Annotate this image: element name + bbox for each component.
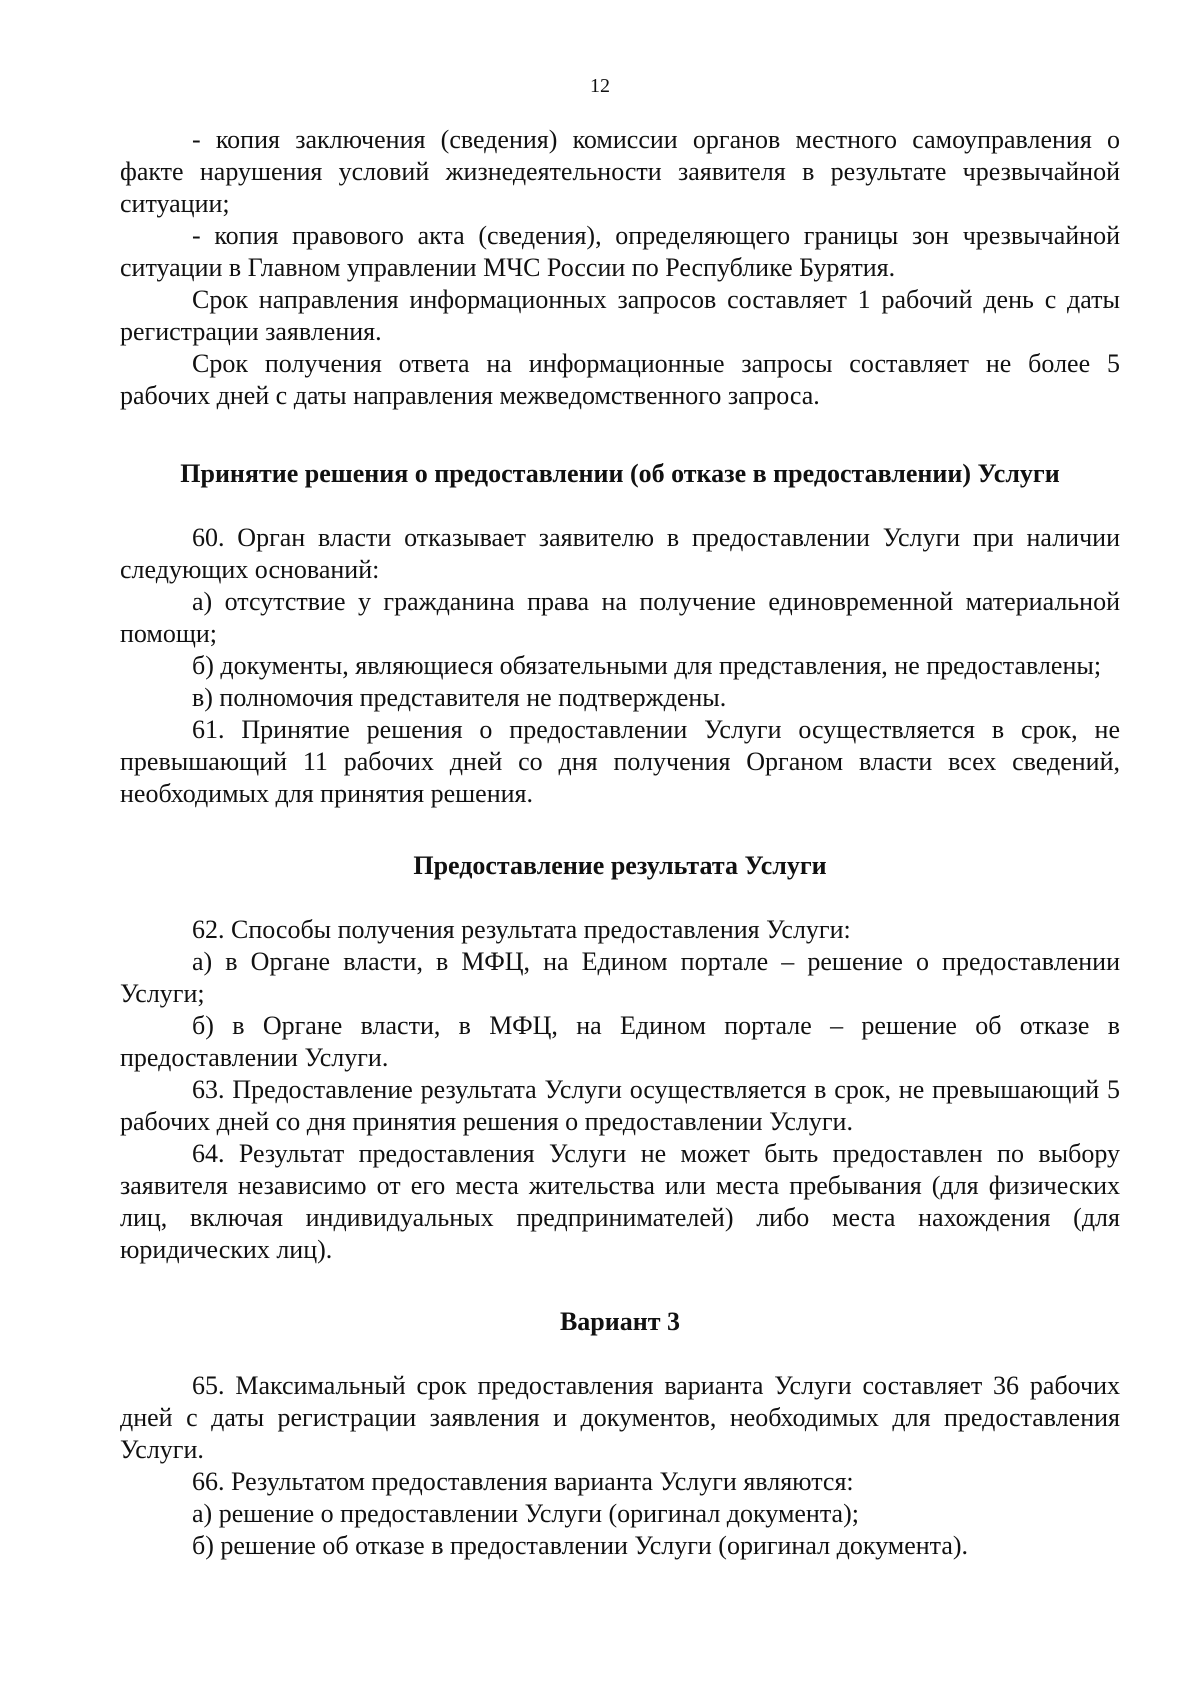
- paragraph: б) в Органе власти, в МФЦ, на Едином портале – решение об отказе в предоставлении Услуги.: [120, 1011, 1120, 1072]
- paragraph: 61. Принятие решения о предоставлении Услуги осуществляется в срок, не превышающий 11 рабочих дней со дня получения Органом власти всех сведений, необходимых для принятия решения.: [120, 715, 1120, 808]
- document-body: [120, 124, 1120, 1562]
- section-heading: Предоставление результата Услуги: [413, 851, 827, 880]
- paragraph: а) решение о предоставлении Услуги (оригинал документа);: [192, 1499, 859, 1528]
- paragraph: а) в Органе власти, в МФЦ, на Едином портале – решение о предоставлении Услуги;: [120, 947, 1120, 1008]
- paragraph: 64. Результат предоставления Услуги не может быть предоставлен по выбору заявителя независимо от его места жительства или места пребывания (для физических лиц, включая индивидуальных предпринимателей) либо места нахождения (для юридических лиц).: [120, 1139, 1120, 1264]
- paragraph: а) отсутствие у гражданина права на получение единовременной материальной помощи;: [120, 587, 1120, 648]
- paragraph: 63. Предоставление результата Услуги осуществляется в срок, не превышающий 5 рабочих дней со дня принятия решения о предоставлении Услуги.: [120, 1075, 1120, 1136]
- section-heading: Принятие решения о предоставлении (об отказе в предоставлении) Услуги: [180, 459, 1060, 488]
- paragraph: 60. Орган власти отказывает заявителю в предоставлении Услуги при наличии следующих оснований:: [120, 523, 1120, 584]
- paragraph: 65. Максимальный срок предоставления варианта Услуги составляет 36 рабочих дней с даты регистрации заявления и документов, необходимых для предоставления Услуги.: [120, 1371, 1120, 1464]
- paragraph: Срок направления информационных запросов составляет 1 рабочий день с даты регистрации заявления.: [120, 285, 1120, 346]
- paragraph: б) документы, являющиеся обязательными для представления, не предоставлены;: [192, 651, 1102, 680]
- paragraph: - копия заключения (сведения) комиссии органов местного самоуправления о факте нарушения условий жизнедеятельности заявителя в результате чрезвычайной ситуации;: [120, 125, 1120, 218]
- paragraph: 66. Результатом предоставления варианта Услуги являются:: [192, 1467, 854, 1496]
- paragraph: б) решение об отказе в предоставлении Услуги (оригинал документа).: [192, 1531, 969, 1560]
- paragraph: 62. Способы получения результата предоставления Услуги:: [192, 915, 851, 944]
- paragraph: в) полномочия представителя не подтверждены.: [192, 683, 727, 712]
- paragraph: Срок получения ответа на информационные запросы составляет не более 5 рабочих дней с даты направления межведомственного запроса.: [120, 349, 1120, 410]
- paragraph: - копия правового акта (сведения), определяющего границы зон чрезвычайной ситуации в Главном управлении МЧС России по Республике Бурятия.: [120, 221, 1120, 282]
- page-number: 12: [590, 75, 610, 97]
- section-heading: Вариант 3: [559, 1307, 681, 1336]
